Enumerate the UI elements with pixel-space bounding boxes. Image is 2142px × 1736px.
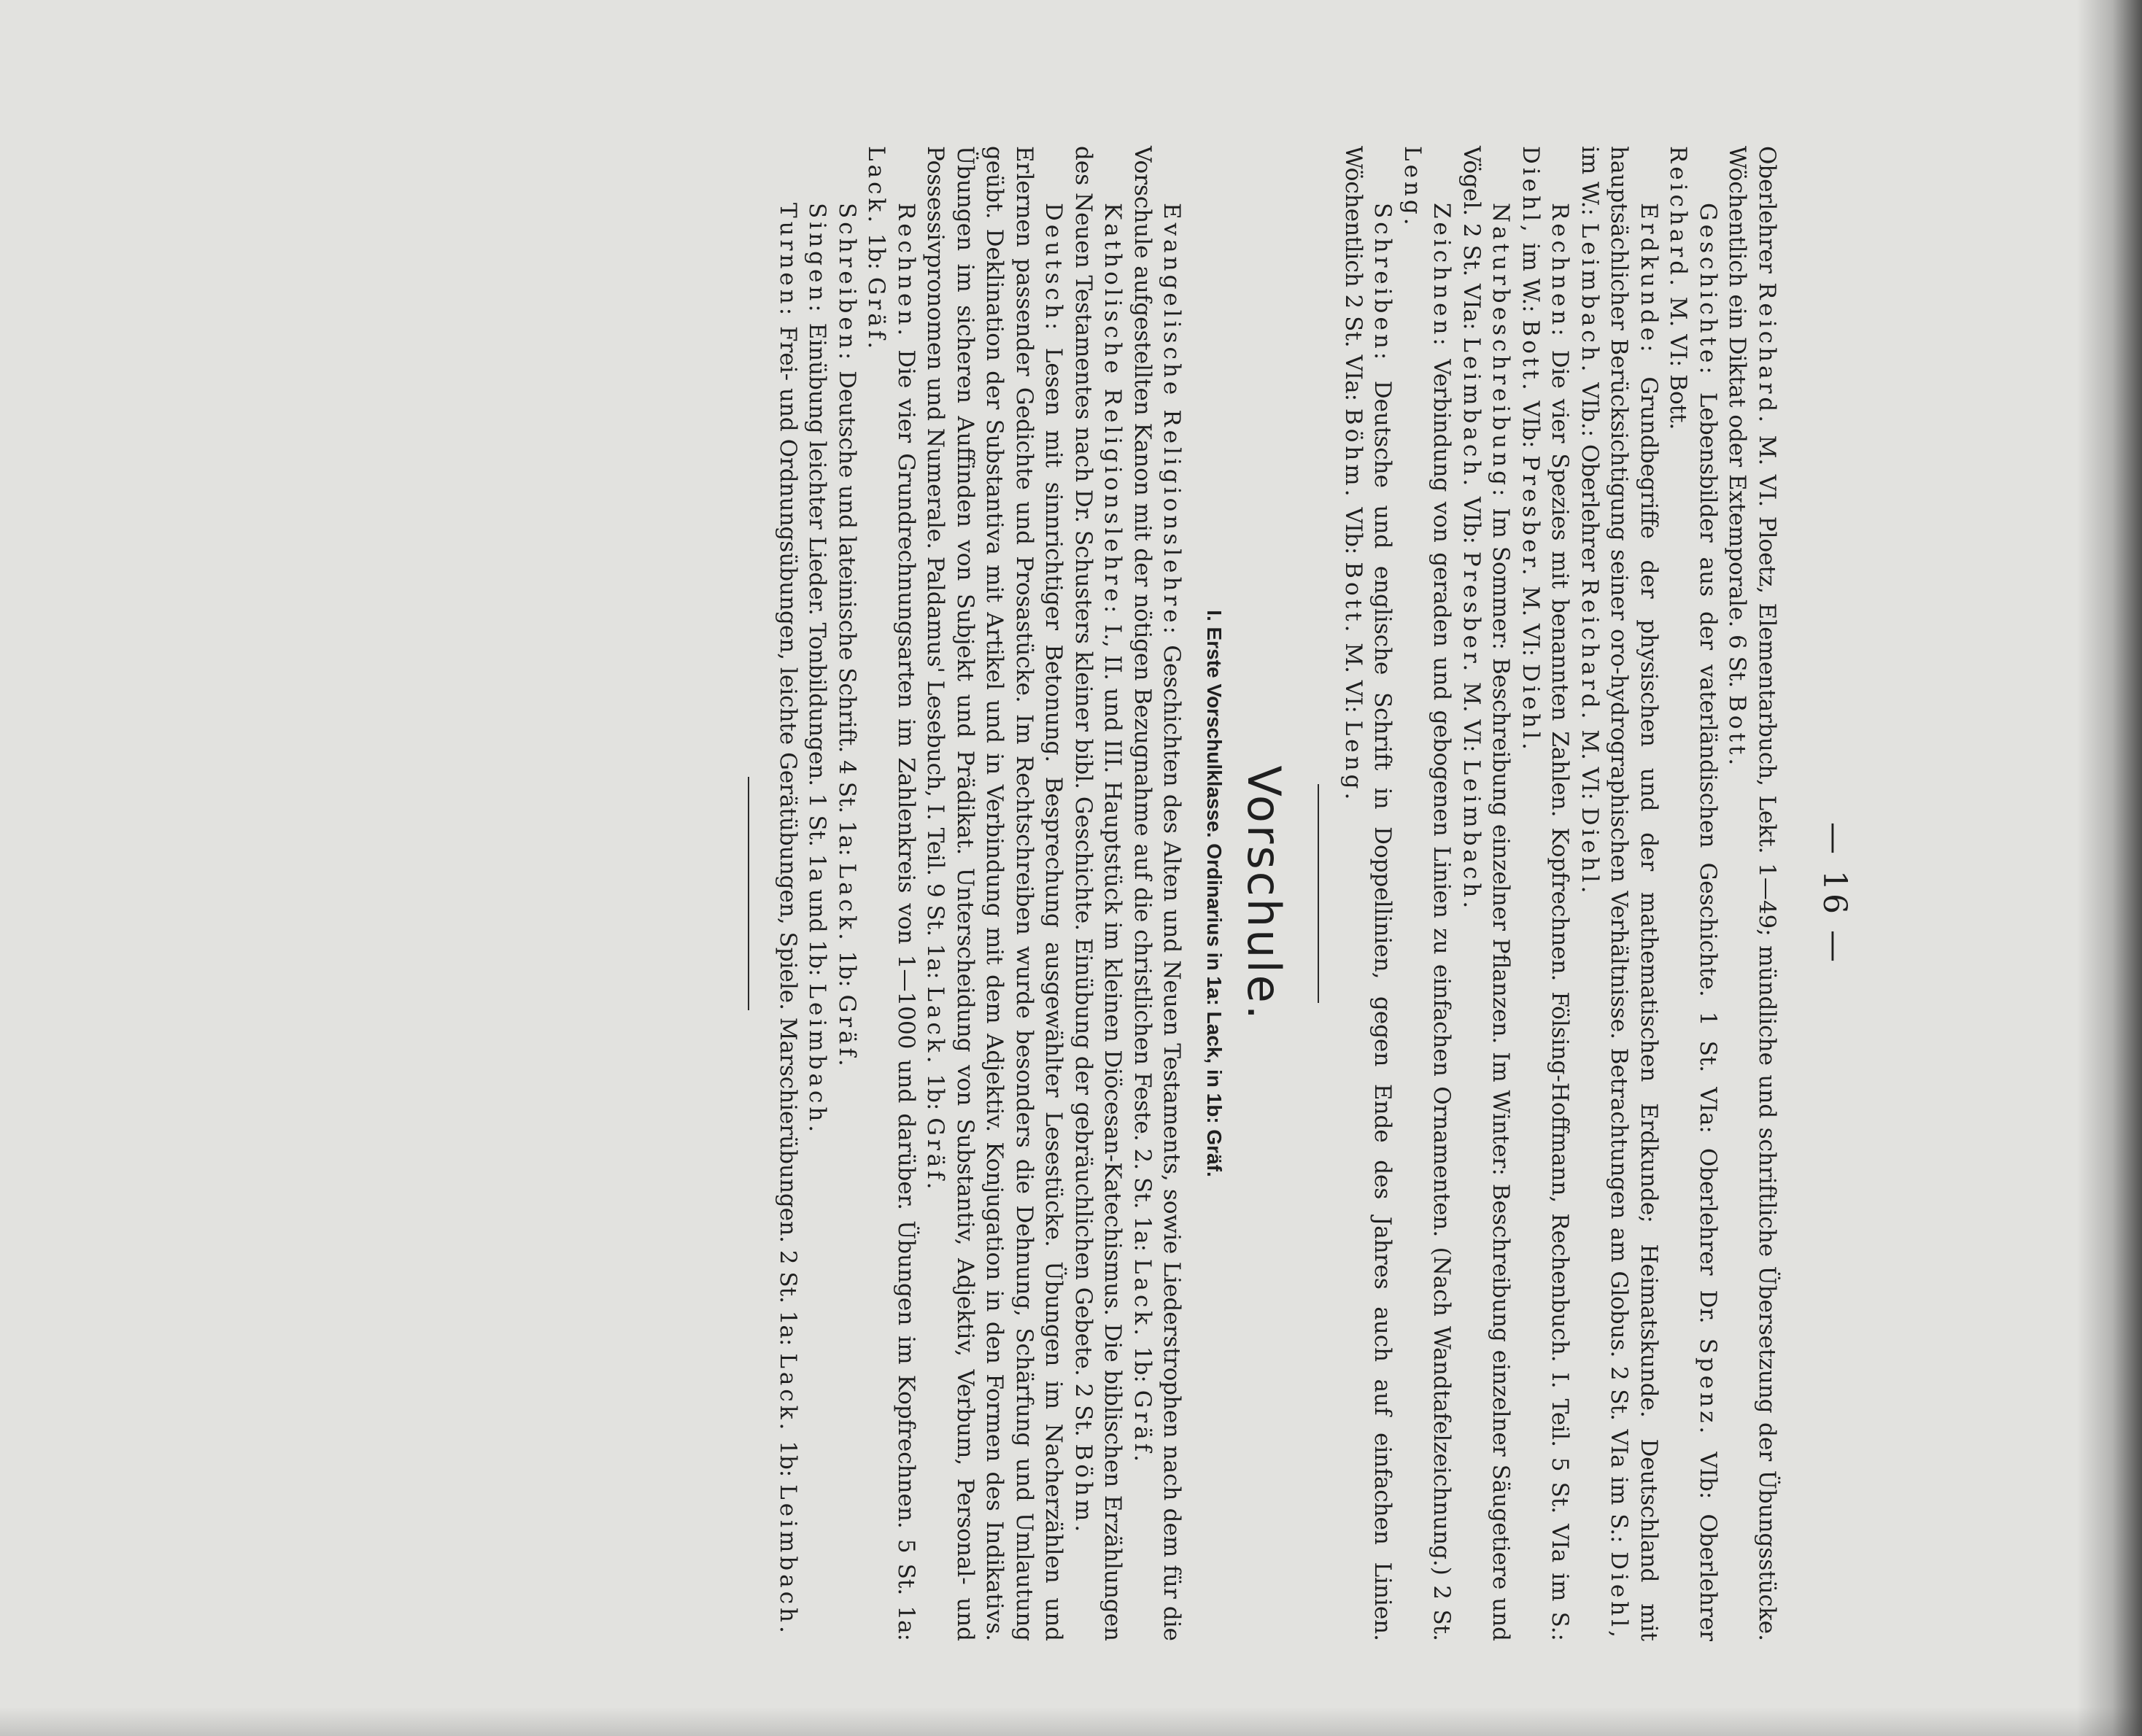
binding-shadow <box>2076 0 2142 1736</box>
text-run: M. VI: <box>1340 635 1366 721</box>
spaced-name: Singen: <box>804 203 831 316</box>
text-run: Deutsche und lateinische Schrift. 4 St. 1a: <box>834 363 860 864</box>
end-rule <box>749 777 750 1010</box>
paragraph <box>1663 146 1723 1641</box>
text-run: Lesen mit sinnrichtiger Betonung. Besprechung ausgewählter Lesestücke. Übungen im Nacherzählen und Erlernen passender Gedichte und Prosastücke. Im Rechtschreiben wurde besonders die Dehnung, Schärfung und Umlautung geübt. Deklination der Substantiva mit Artikel und in Verbindung mit dem Adjektiv. Konjugation in den Formen des Indikativs. Übungen im sicheren Auffinden von Subjekt und Prädikat. Unterscheidung von Substantiv, Adjektiv, Verbum, Personal- und Possessivpronomen und Numerale. Paldamus' Lesebuch, I. Teil. 9 St. 1a: <box>922 146 1067 1641</box>
spaced-name: Gräf. <box>922 1117 949 1193</box>
spaced-name: Lack. <box>863 146 890 227</box>
upper-section <box>1339 146 1782 1641</box>
spaced-name: Lack. <box>775 1353 801 1434</box>
spaced-name: Diehl, <box>1517 146 1544 236</box>
spaced-name: Gräf. <box>834 994 860 1070</box>
text-run: 1b: <box>922 1066 949 1118</box>
edge-shadow <box>0 1707 2142 1736</box>
text-run: Die vier Spezies mit benannten Zahlen. Kopfrechnen. Fölsing-Hoffmann, Rechenbuch. I. Teil. 5 St. VIa im S.: <box>1547 339 1574 1641</box>
spaced-name: Diehl, <box>1606 1551 1633 1641</box>
text-run: 1b: <box>775 1433 801 1485</box>
spaced-name: Leimbach. <box>1577 222 1603 376</box>
spaced-name: Reichard. <box>1754 282 1780 427</box>
paragraph <box>832 146 862 1641</box>
text-run: Lebensbilder aus der vaterländischen Geschichte. 1 St. VIa: Oberlehrer Dr. <box>1695 377 1721 1338</box>
spaced-name: Leimbach. <box>775 1484 801 1637</box>
page-body <box>749 146 1782 1641</box>
paragraph <box>773 146 803 1641</box>
text-run: VIb.: Oberlehrer <box>1577 375 1603 579</box>
section-subheading: I. Erste Vorschulklasse. Ordinarius in 1a: Lack, in 1b: Gräf. <box>1203 610 1226 1177</box>
paragraph <box>1575 146 1664 1641</box>
spaced-name: Zeichnen: <box>1428 203 1455 349</box>
text-run: VIb: <box>1458 489 1485 551</box>
spaced-name: Böhm. <box>1340 408 1366 500</box>
spaced-name: Spenz. <box>1695 1338 1721 1438</box>
text-run: Geschichten des Alten und Neuen Testaments, sowie Liederstrophen nach dem für die Vorschule aufgestellten Kanon mit der nötigen Bezugnahme auf die christlichen Feste. 2. St. 1a: <box>1129 146 1186 1641</box>
spaced-name: Leimbach. <box>1458 759 1485 912</box>
spaced-name: Leimbach. <box>804 983 831 1136</box>
spaced-name: Turnen: <box>775 203 801 319</box>
spaced-name: Presber. <box>1458 551 1485 675</box>
spaced-name: Bott. <box>1724 695 1751 770</box>
paragraph <box>1339 146 1398 1641</box>
paragraph <box>1457 146 1516 1641</box>
spaced-name: Presber. <box>1517 455 1544 579</box>
text-run: Grundbegriffe der physischen und der mathematischen Erdkunde; Heimatskunde. Deutschland mit hauptsächlicher Berücksichtigung seiner oro-hydrographischen Verhältnisse. Betrachtungen am Globus. 2 St. VIa im S.: <box>1606 146 1662 1641</box>
spaced-name: Rechnen. <box>893 203 919 340</box>
text-run: Im Sommer: Beschreibung einzelner Pflanzen. Im Winter: Beschreibung einzelner Säugetiere und Vögel. 2 St. VIa: <box>1458 146 1515 1641</box>
text-run: I., II. und III. Hauptstück im kleinen Diöcesan-Katechismus. Die biblischen Erzählungen des Neuen Testamentes nach Dr. Schusters kleiner bibl. Geschichte. Einübung der gebräuchlichen Gebete. 2 St. <box>1070 146 1126 1641</box>
text-run: M. VI: Bott. <box>1665 289 1692 430</box>
spaced-name: Lack. <box>1129 1258 1156 1339</box>
spaced-name: Leng. <box>1399 146 1426 229</box>
spaced-name: Bott. <box>1517 319 1544 394</box>
paragraph <box>1516 146 1575 1641</box>
paragraph <box>1723 146 1782 1641</box>
spaced-name: Lack. <box>834 863 860 944</box>
spaced-name: Reichard. <box>1665 146 1692 290</box>
section-heading: Vorschule. <box>1237 765 1291 1022</box>
text-run: im W.: <box>1517 235 1544 320</box>
text-run: VIb: <box>1340 500 1366 562</box>
text-run: M. VI: <box>1517 578 1544 664</box>
spaced-name: Rechnen: <box>1547 203 1574 340</box>
text-run: Die vier Grundrechnungsarten im Zahlenkreis von 1—1000 und darüber. Übungen im Kopfrechnen. 5 St. 1a: <box>893 339 919 1641</box>
text-run: Verbindung von geraden und gebogenen Linien zu einfachen Ornamenten. (Nach Wandtafelzeichnung.) 2 St. <box>1428 349 1455 1641</box>
text-run: Deutsche und englische Schrift in Doppellinien, gegen Ende des Jahres auch auf einfachen Linien. Wöchentlich 2 St. VIa: <box>1340 146 1396 1641</box>
spaced-name: Evangelische Religionslehre: <box>1159 203 1186 638</box>
spaced-name: Diehl. <box>1577 807 1603 897</box>
spaced-name: Reichard. <box>1577 578 1603 723</box>
spaced-name: Deutsch: <box>1040 203 1067 334</box>
divider-rule <box>1318 784 1320 1003</box>
spaced-name: Gräf. <box>863 276 890 353</box>
text-run: Einübung leichter Lieder. Tonbildungen. 1 St. 1a und 1b: <box>804 315 831 984</box>
spaced-name: Bott. <box>1340 562 1366 636</box>
spaced-name: Erdkunde: <box>1636 203 1662 356</box>
text-run: im W.: <box>1577 146 1603 223</box>
spaced-name: Schreiben: <box>1369 203 1396 364</box>
paragraph <box>1398 146 1457 1641</box>
spaced-name: Leimbach. <box>1458 337 1485 490</box>
paragraph <box>862 146 921 1641</box>
text-run: VIb: Oberlehrer <box>1695 1437 1721 1641</box>
text-run: 1b: <box>1129 1338 1156 1390</box>
paragraph <box>803 146 832 1641</box>
spaced-name: Schreiben: <box>834 203 860 364</box>
text-run: M. VI. Ploetz, Elementarbuch, Lekt. 1—49; mündliche und schriftliche Übersetzung der Übungsstücke. Wöchentlich ein Diktat oder Extemporale. 6 St. <box>1724 146 1780 1641</box>
spaced-name: Gräf. <box>1129 1390 1156 1465</box>
rotated-page-content <box>277 146 1868 1641</box>
spaced-name: Böhm. <box>1070 1444 1097 1536</box>
paragraph <box>1069 146 1128 1641</box>
text-run: M. VI: <box>1577 722 1603 807</box>
text-run: M. VI: <box>1458 675 1485 760</box>
text-run: 1b: <box>834 943 860 995</box>
text-run: Oberlehrer <box>1754 146 1780 283</box>
spaced-name: Naturbeschreibung: <box>1488 203 1515 500</box>
page-number: — 16 — <box>1816 822 1853 965</box>
text-run: Frei- und Ordnungsübungen, leichte Gerätübungen, Spiele. Marschierübungen. 2 St. 1a: <box>775 319 801 1354</box>
spaced-name: Diehl. <box>1517 663 1544 753</box>
spaced-name: Lack. <box>922 986 949 1067</box>
lower-section <box>773 146 1187 1641</box>
spaced-name: Katholische Religionslehre: <box>1099 203 1126 617</box>
spaced-name: Geschichte: <box>1695 203 1721 378</box>
text-run: 1b: <box>863 226 890 277</box>
paragraph <box>921 146 1069 1641</box>
paragraph <box>1128 146 1187 1641</box>
spaced-name: Leng. <box>1340 720 1366 804</box>
text-run: VIb: <box>1517 393 1544 456</box>
